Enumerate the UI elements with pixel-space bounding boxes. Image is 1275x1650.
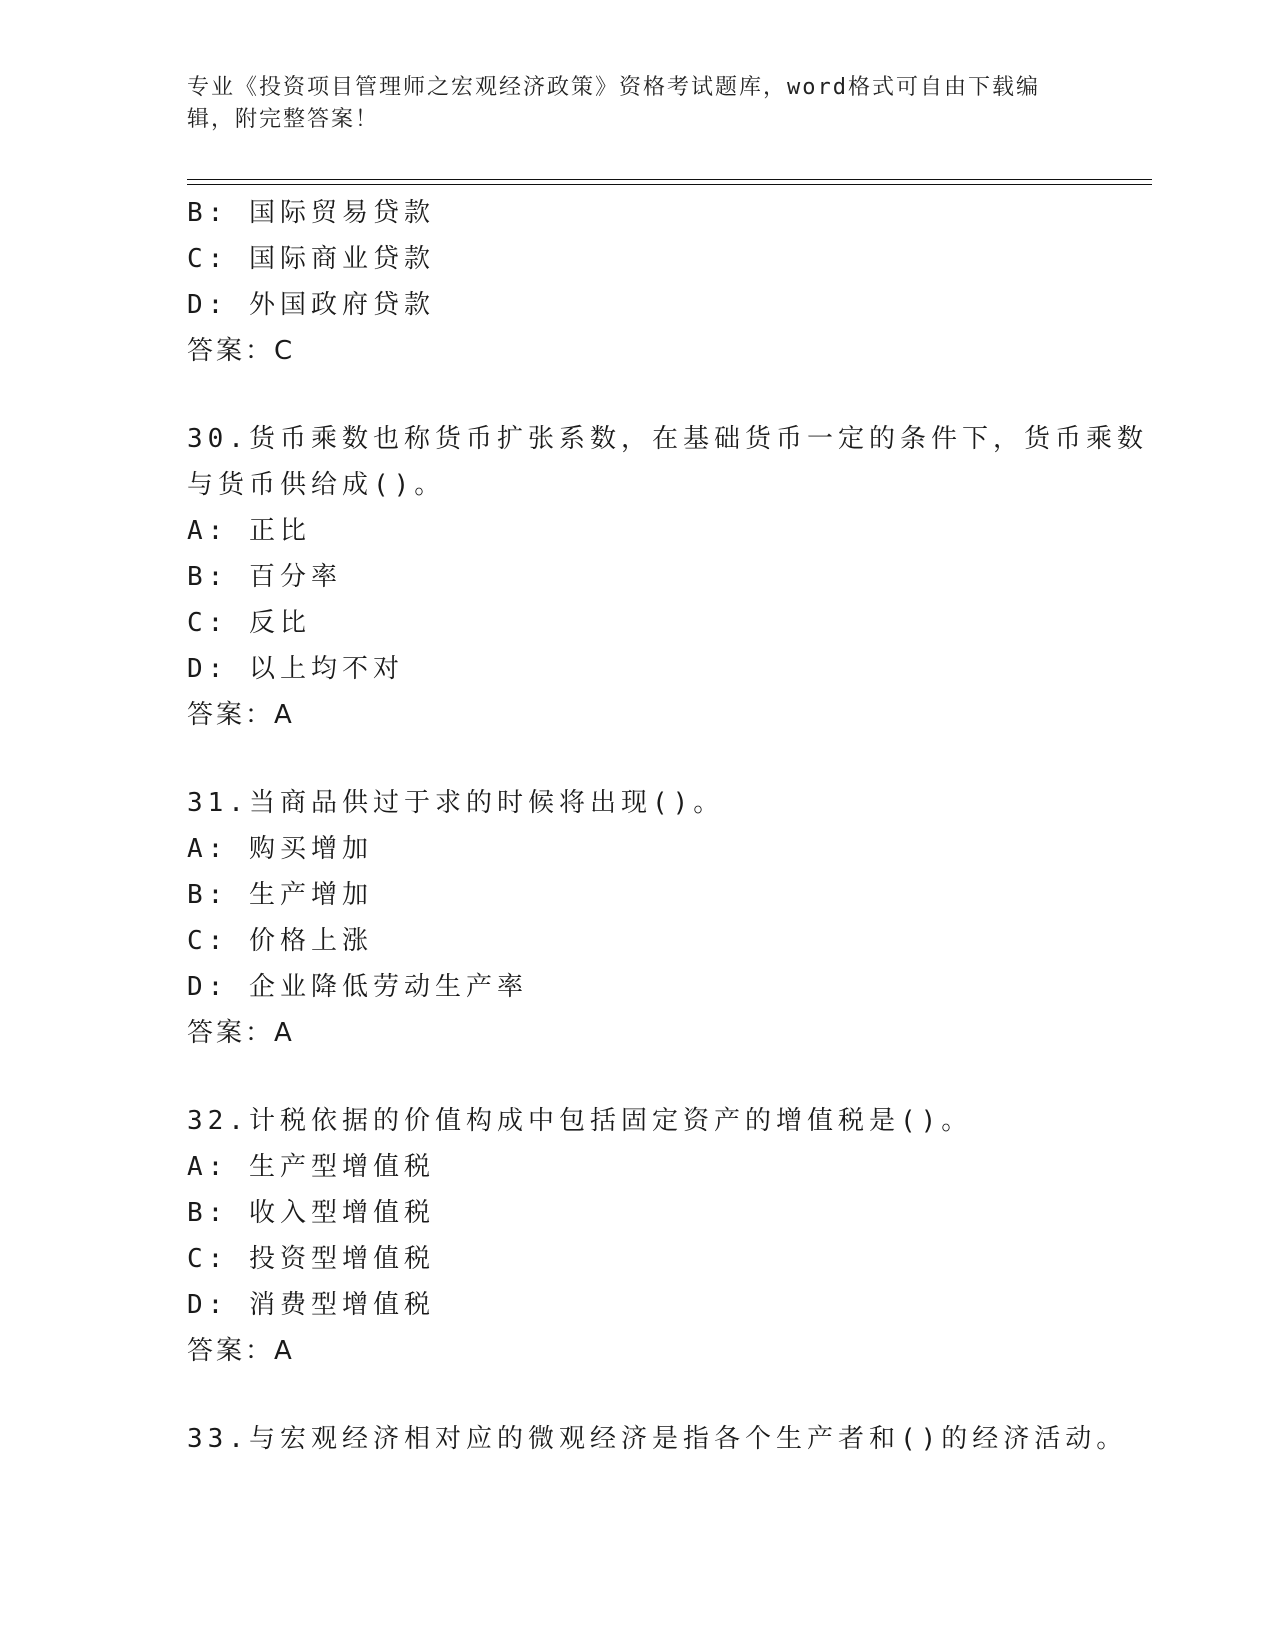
question-stem-continued: 与货币供给成()。 — [187, 470, 446, 500]
option-c: C: 国际商业贷款 — [187, 244, 435, 274]
header-rule-top — [187, 179, 1152, 180]
answer: 答案：A — [187, 1336, 295, 1366]
option-d: D: 企业降低劳动生产率 — [187, 972, 528, 1002]
header-line-1: 专业《投资项目管理师之宏观经济政策》资格考试题库，word格式可自由下载编 — [187, 75, 1040, 100]
answer: 答案：A — [187, 1018, 295, 1048]
option-a: A: 购买增加 — [187, 834, 373, 864]
question-stem: 33.与宏观经济相对应的微观经济是指各个生产者和()的经济活动。 — [187, 1424, 1128, 1454]
answer: 答案：C — [187, 336, 296, 366]
question-33 — [187, 1416, 1128, 1462]
question-list — [187, 190, 1148, 1462]
option-b: B: 收入型增值税 — [187, 1198, 435, 1228]
option-c: C: 投资型增值税 — [187, 1244, 435, 1274]
option-b: B: 生产增加 — [187, 880, 373, 910]
option-b: B: 百分率 — [187, 562, 342, 592]
option-a: A: 正比 — [187, 516, 311, 546]
question-32 — [187, 1098, 1087, 1374]
question-29-tail — [187, 190, 1087, 374]
option-d: D: 外国政府贷款 — [187, 290, 435, 320]
question-stem: 30.货币乘数也称货币扩张系数，在基础货币一定的条件下，货币乘数 — [187, 424, 1148, 454]
answer: 答案：A — [187, 700, 295, 730]
question-30 — [187, 416, 1148, 738]
document-header — [187, 72, 1067, 136]
option-d: D: 消费型增值税 — [187, 1290, 435, 1320]
option-c: C: 价格上涨 — [187, 926, 373, 956]
option-a: A: 生产型增值税 — [187, 1152, 435, 1182]
option-b: B: 国际贸易贷款 — [187, 198, 435, 228]
header-line-2: 辑，附完整答案！ — [187, 107, 380, 132]
question-31 — [187, 780, 1087, 1056]
question-stem: 32.计税依据的价值构成中包括固定资产的增值税是()。 — [187, 1106, 973, 1136]
question-stem: 31.当商品供过于求的时候将出现()。 — [187, 788, 725, 818]
header-rule-bottom — [187, 184, 1152, 185]
option-c: C: 反比 — [187, 608, 311, 638]
option-d: D: 以上均不对 — [187, 654, 404, 684]
